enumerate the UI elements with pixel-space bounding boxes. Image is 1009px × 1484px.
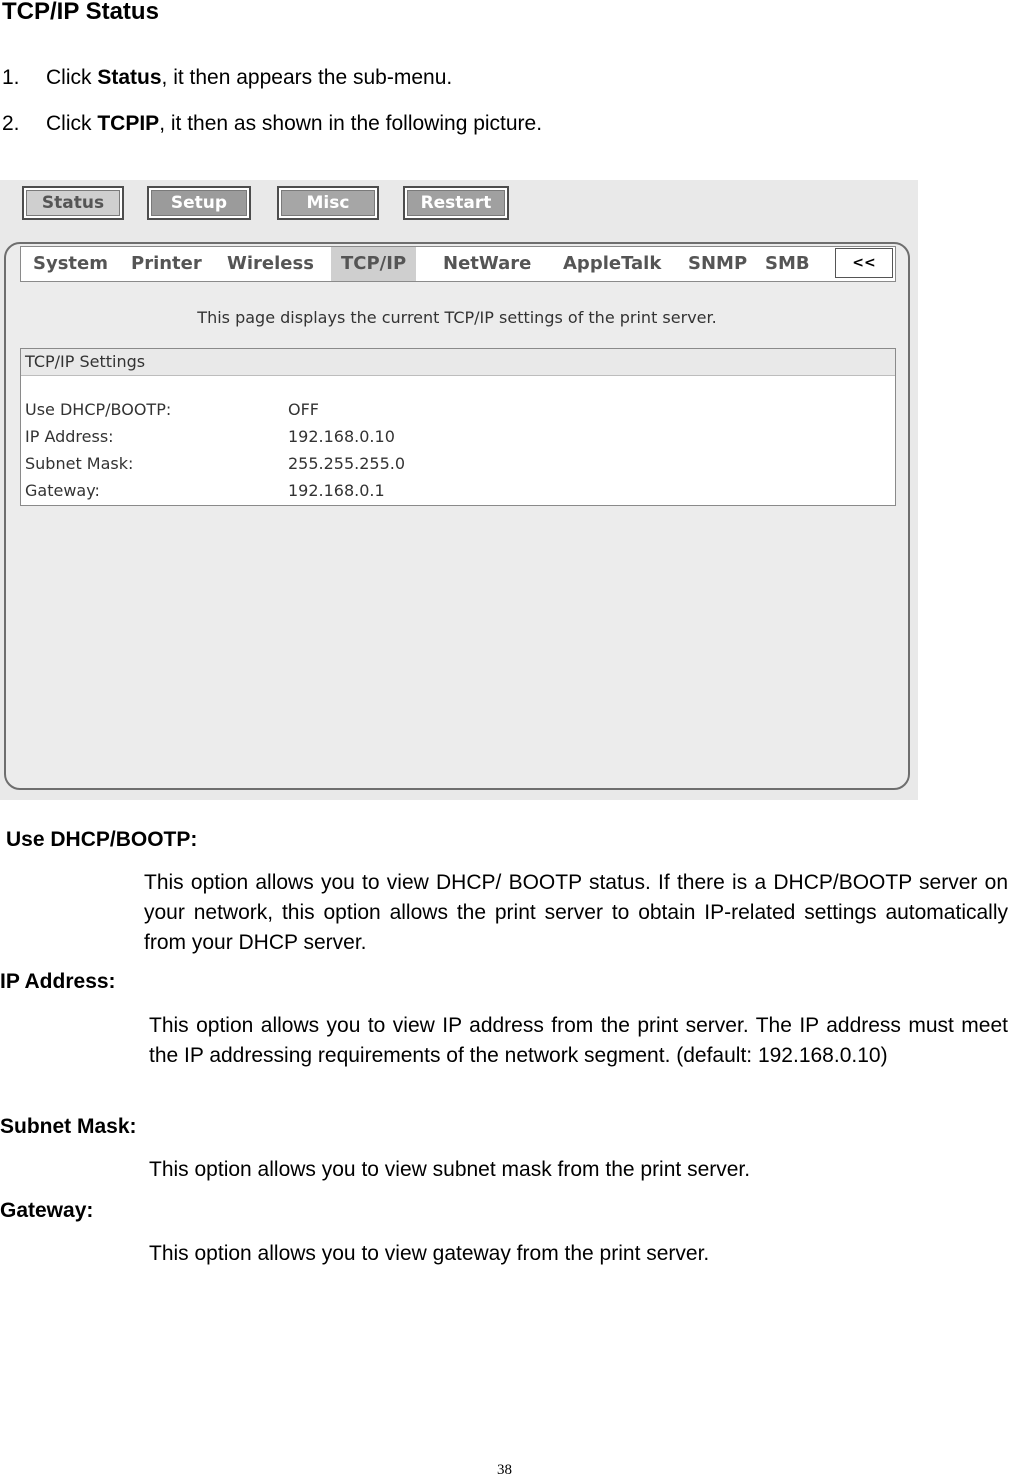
definition-dhcp: This option allows you to view DHCP/ BOOTP status. If there is a DHCP/BOOTP server on your network, this option allows the print server to obtain IP-related settings automatically from your DHCP server. — [144, 871, 1008, 954]
status-panel — [4, 242, 910, 790]
tcpip-status-screenshot — [0, 180, 918, 800]
settings-value: 192.168.0.10 — [288, 427, 395, 446]
term-dhcp: Use DHCP/BOOTP: — [6, 828, 198, 851]
settings-row-ip — [25, 424, 395, 450]
status-tab-bar — [20, 246, 896, 282]
tcpip-settings-box — [20, 348, 896, 506]
step-text-post: , it then as shown in the following picture. — [159, 112, 543, 135]
settings-title: TCP/IP Settings — [21, 349, 895, 376]
status-button[interactable] — [22, 186, 124, 220]
step-text-pre: Click — [46, 66, 98, 89]
settings-label: Gateway: — [25, 481, 100, 500]
definition-ip-address: This option allows you to view IP address from the print server. The IP address must meet the IP addressing requirements of the network segment. (default: 192.168.0.10) — [149, 1014, 1008, 1067]
tab-wireless[interactable]: Wireless — [227, 253, 314, 274]
restart-button-label: Restart — [407, 190, 505, 216]
definition-subnet-mask: This option allows you to view subnet mask from the print server. — [149, 1158, 751, 1181]
step-keyword: Status — [97, 66, 162, 89]
term-subnet-mask: Subnet Mask: — [0, 1115, 137, 1138]
settings-label: Use DHCP/BOOTP: — [25, 400, 172, 419]
settings-row-dhcp — [25, 397, 319, 423]
step-keyword: TCPIP — [97, 112, 160, 135]
step-number: 1. — [2, 66, 20, 89]
tab-printer[interactable]: Printer — [131, 253, 202, 274]
settings-row-gateway — [25, 478, 385, 504]
settings-label: Subnet Mask: — [25, 454, 134, 473]
tab-snmp[interactable]: SNMP — [688, 253, 748, 274]
setup-button-label: Setup — [151, 190, 247, 216]
step-2 — [2, 112, 542, 136]
misc-button-label: Misc — [281, 190, 375, 216]
settings-label: IP Address: — [25, 427, 114, 446]
step-number: 2. — [2, 112, 20, 135]
tab-appletalk[interactable]: AppleTalk — [563, 253, 662, 274]
tab-netware[interactable]: NetWare — [443, 253, 532, 274]
collapse-button[interactable]: << — [835, 248, 893, 278]
panel-description: This page displays the current TCP/IP settings of the print server. — [197, 308, 717, 327]
settings-value: 255.255.255.0 — [288, 454, 406, 473]
page-number: 38 — [497, 1462, 512, 1478]
term-ip-address: IP Address: — [0, 970, 116, 993]
misc-button[interactable] — [277, 186, 379, 220]
tab-tcpip[interactable]: TCP/IP — [331, 247, 416, 281]
page-heading: TCP/IP Status — [2, 0, 159, 25]
setup-button[interactable] — [147, 186, 251, 220]
settings-value: OFF — [288, 400, 319, 419]
tab-system[interactable]: System — [33, 253, 108, 274]
tab-smb[interactable]: SMB — [765, 253, 810, 274]
status-button-label: Status — [26, 190, 120, 216]
step-text-post: , it then appears the sub-menu. — [161, 66, 453, 89]
settings-value: 192.168.0.1 — [288, 481, 385, 500]
step-text-pre: Click — [46, 112, 98, 135]
step-1 — [2, 66, 452, 90]
settings-row-subnet — [25, 451, 405, 477]
term-gateway: Gateway: — [0, 1199, 94, 1222]
restart-button[interactable] — [403, 186, 509, 220]
definition-gateway: This option allows you to view gateway from the print server. — [149, 1242, 710, 1265]
